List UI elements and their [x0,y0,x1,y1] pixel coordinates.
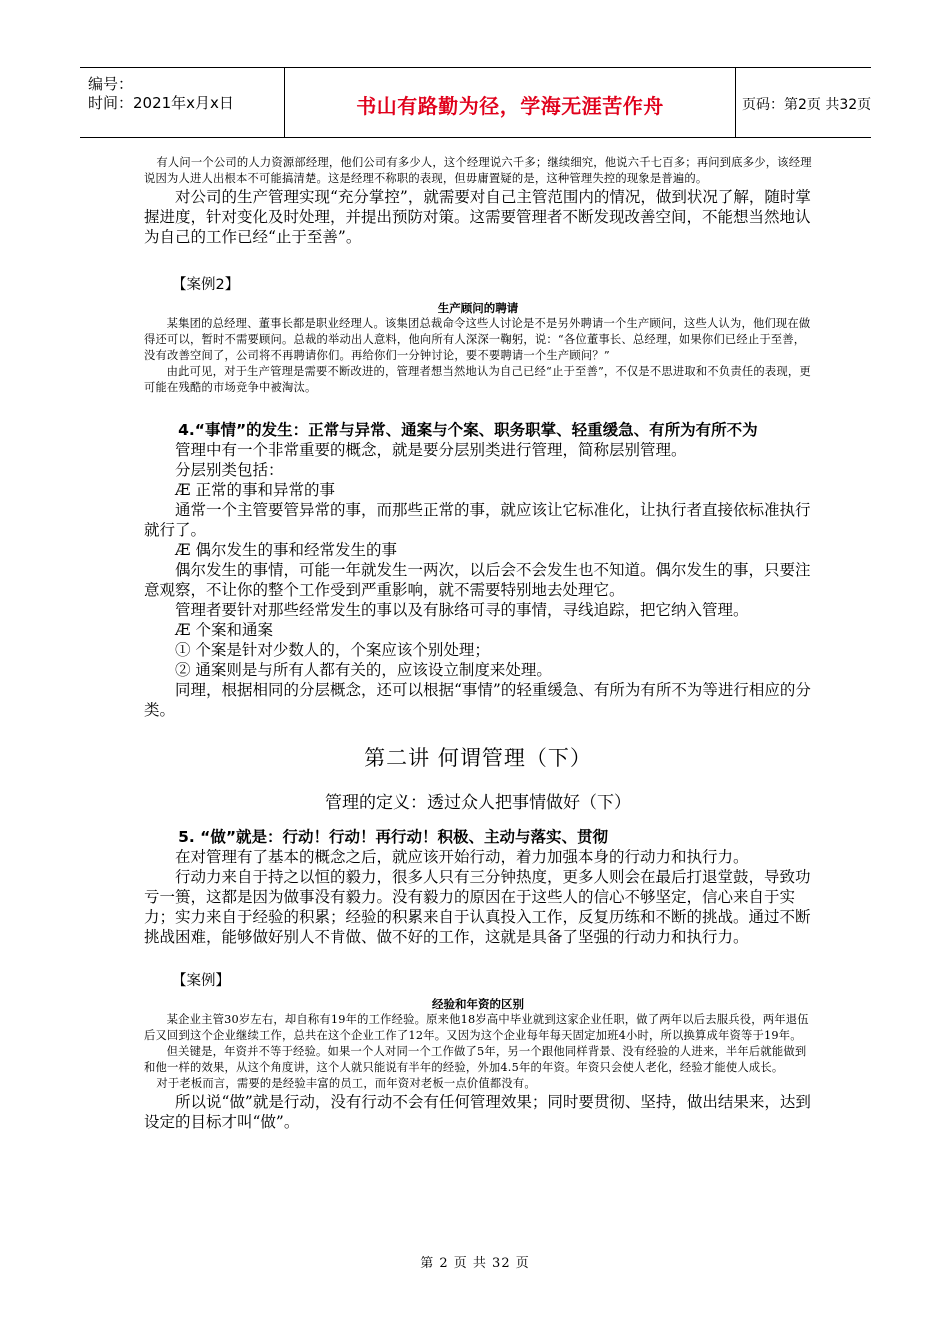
paragraph: 对公司的生产管理实现“充分掌控”，就需要对自己主管范围内的情况，做到状况了解，随时掌握进度，针对变化及时处理，并提出预防对策。这需要管理者不断发现改善空间，不能想当然地认为自己的工作已经“止于至善”。 [144,188,811,246]
header-motto: 书山有路勤为径，学海无涯苦作舟 [356,94,664,118]
section-heading: 5. “做”就是：行动！行动！再行动！积极、主动与落实、贯彻 [178,828,609,846]
paragraph: 管理中有一个非常重要的概念，就是要分层别类进行管理，简称层别管理。 [175,441,687,459]
case-paragraph: 某企业主管30岁左右，却自称有19年的工作经验。原来他18岁高中毕业就到这家企业任职，做了两年以后去服兵役，两年退伍后又回到这个企业继续工作，总共在这个企业工作了12年。又因为这个企业每年每天固定加班4小时，所以换算成年资等于19年。 [144,1013,809,1042]
header-center-cell [284,68,736,137]
page-header-table [80,67,871,138]
bullet-item: Æ 正常的事和异常的事 [175,481,335,499]
lecture-subtitle: 管理的定义：透过众人把事情做好（下） [325,793,631,813]
paragraph: 通常一个主管要管异常的事，而那些正常的事，就应该让它标准化，让执行者直接依标准执行就行了。 [144,501,811,539]
paragraph: 有人问一个公司的人力资源部经理，他们公司有多少人，这个经理说六千多；继续细究，他说六千七百多；再问到底多少，该经理说因为人进人出根本不可能搞清楚。这是经理不称职的表现，但毋庸置疑的是，这种管理失控的现象是普遍的。 [144,156,812,185]
bullet-item: Æ 偶尔发生的事和经常发生的事 [175,541,397,559]
paragraph: 偶尔发生的事情，可能一年就发生一两次，以后会不会发生也不知道。偶尔发生的事，只要注意观察，不让你的整个工作受到严重影响，就不需要特别地去处理它。 [144,561,811,599]
case-paragraph: 对于老板而言，需要的是经验丰富的员工，而年资对老板一点价值都没有。 [156,1077,536,1090]
case-title: 经验和年资的区别 [432,997,524,1011]
header-right-cell [736,68,871,137]
bullet-item: Æ 个案和通案 [175,621,273,639]
case-title: 生产顾问的聘请 [437,301,519,315]
header-left-cell [80,68,284,137]
case-paragraph: 由此可见，对于生产管理是需要不断改进的，管理者想当然地认为自己已经“止于至善”，不仅是不思进取和不负责任的表现，更可能在残酷的市场竞争中被淘汰。 [144,365,811,394]
paragraph: 行动力来自于持之以恒的毅力，很多人只有三分钟热度，更多人则会在最后打退堂鼓，导致功亏一篑，这都是因为做事没有毅力。没有毅力的原因在于这些人的信心不够坚定，信心来自于实力；实力来自于经验的积累；经验的积累来自于认真投入工作，反复历练和不断的挑战。通过不断挑战困难，能够做好别人不肯做、做不好的工作，这就是具备了坚强的行动力和执行力。 [144,868,811,946]
case-paragraph: 某集团的总经理、董事长都是职业经理人。该集团总裁命令这些人讨论是不是另外聘请一个生产顾问，这些人认为，他们现在做得还可以，暂时不需要顾问。总裁的举动出人意料，他向所有人深深一鞠躬，说：“各位董事长、总经理，如果你们已经止于至善，没有改善空间了，公司将不再聘请你们。再给你们一分钟讨论，要不要聘请一个生产顾问？” [144,317,811,362]
header-page-info: 页码：第2页 共32页 [742,97,872,113]
document-body [144,155,812,1132]
case-paragraph: 但关键是，年资并不等于经验。如果一个人对同一个工作做了5年，另一个跟他同样背景、没有经验的人进来，半年后就能做到和他一样的效果，从这个角度讲，这个人就只能说有半年的经验，外加4.5年的年资。年资只会使人老化，经验才能使人成长。 [144,1045,807,1074]
page-footer: 第 2 页 共 32 页 [420,1256,530,1271]
document-time-label: 时间：2021年x月x日 [88,94,234,112]
lecture-title: 第二讲 何谓管理（下） [364,746,592,770]
section-heading: 4.“事情”的发生：正常与异常、通案与个案、职务职掌、轻重缓急、有所为有所不为 [178,421,758,439]
case-label: 【案例2】 [172,277,240,293]
paragraph: 管理者要针对那些经常发生的事以及有脉络可寻的事情，寻线追踪，把它纳入管理。 [175,601,749,619]
numbered-item: ① 个案是针对少数人的，个案应该个别处理； [175,641,490,659]
numbered-item: ② 通案则是与所有人都有关的，应该设立制度来处理。 [175,661,552,679]
paragraph: 分层别类包括： [175,461,284,479]
document-number-label: 编号： [88,75,134,93]
case-label: 【案例】 [172,973,230,989]
paragraph: 所以说“做”就是行动，没有行动不会有任何管理效果；同时要贯彻、坚持，做出结果来，达到设定的目标才叫“做”。 [144,1093,811,1131]
paragraph: 同理，根据相同的分层概念，还可以根据“事情”的轻重缓急、有所为有所不为等进行相应的分类。 [144,681,811,719]
paragraph: 在对管理有了基本的概念之后，就应该开始行动，着力加强本身的行动力和执行力。 [175,848,749,866]
